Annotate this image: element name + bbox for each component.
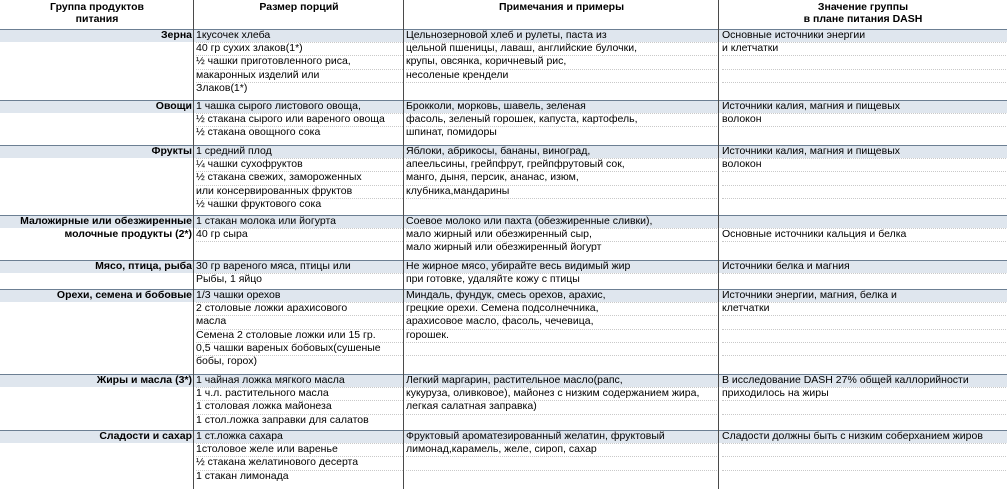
dash-value-line: Основные источники энергии [722, 29, 866, 41]
dash-value-line: Сладости должны быть с низким соберханием жиров [722, 430, 983, 442]
portion-line: ½ стакана овощного сока [196, 126, 321, 139]
note-line: горошек. [406, 328, 449, 341]
portion-line: 1столовое желе или варенье [196, 443, 338, 456]
portion-line: 1 стол.ложка заправки для салатов [196, 413, 369, 426]
food-group-name: Овощи [155, 100, 192, 112]
header-line: Примечания и примеры [498, 1, 625, 13]
portion-line: 40 гр сухих злаков(1*) [196, 42, 303, 55]
portion-line: или консервированных фруктов [196, 184, 353, 197]
cell-gridline [722, 329, 1006, 330]
cell-gridline [722, 198, 1006, 199]
note-line: шпинат, помидоры [406, 126, 497, 139]
cell-gridline [722, 69, 1006, 70]
note-line: арахисовое масло, фасоль, чечевица, [406, 315, 594, 328]
note-line: Брокколи, морковь, шавель, зеленая [406, 100, 586, 112]
portion-line: 1 ст.ложка сахара [196, 430, 283, 442]
dash-value-line: приходилось на жиры [722, 387, 829, 400]
cell-gridline [406, 355, 717, 356]
note-line: легкая салатная заправка) [406, 400, 537, 413]
portion-line: ½ стакана свежих, замороженных [196, 171, 362, 184]
portion-line: масла [196, 315, 227, 328]
food-group-row [0, 215, 1007, 255]
portion-line: 1 чайная ложка мягкого масла [196, 374, 345, 386]
note-line: при готовке, удаляйте кожу с птицы [406, 273, 580, 286]
portion-line: 30 гр вареного мяса, птицы или [196, 260, 351, 272]
cell-gridline [722, 400, 1006, 401]
note-line: лимонад,карамель, желе, сироп, сахар [406, 443, 597, 456]
cell-gridline [406, 456, 717, 457]
portion-line: ½ стакана желатинового десерта [196, 456, 359, 469]
portion-line: 1кусочек хлеба [196, 29, 271, 41]
portion-line: 1 средний плод [196, 145, 272, 157]
note-line: апеельсины, грейпфрут, грейпфрутовый сок, [406, 158, 625, 171]
note-line: Не жирное мясо, убирайте весь видимый жир [406, 260, 631, 272]
cell-gridline [406, 82, 717, 83]
note-line: клубника,мандарины [406, 184, 510, 197]
dash-value-line: Источники энергии, магния, белка и [722, 289, 897, 301]
cell-gridline [722, 126, 1006, 127]
note-line: крупы, овсянка, коричневый рис, [406, 55, 567, 68]
note-line: Легкий маргарин, растительное масло(рапс, [406, 374, 623, 386]
cell-gridline [722, 443, 1006, 444]
cell-gridline [406, 414, 717, 415]
food-group-row [0, 430, 1007, 483]
cell-gridline [722, 241, 1006, 242]
portion-line: Злаков(1*) [196, 81, 248, 94]
cell-gridline [406, 198, 717, 199]
food-group-row [0, 145, 1007, 211]
food-group-row [0, 29, 1007, 95]
dash-value-line: Источники калия, магния и пищевых [722, 145, 901, 157]
note-line: мало жирный или обезжиренный сыр, [406, 228, 592, 241]
cell-gridline [406, 470, 717, 471]
dash-value-line: Основные источники кальция и белка [722, 228, 907, 241]
note-line: мало жирный или обезжиренный йогурт [406, 241, 602, 254]
food-group-row [0, 100, 1007, 140]
header-line: Значение группы [817, 1, 909, 13]
cell-gridline [406, 342, 717, 343]
cell-gridline [722, 342, 1006, 343]
cell-gridline [722, 414, 1006, 415]
cell-gridline [722, 273, 1006, 274]
header-line: в плане питания DASH [803, 13, 923, 25]
portion-line: макаронных изделий или [196, 68, 320, 81]
cell-gridline [722, 456, 1006, 457]
note-line: кукуруза, оливковое), майонез с низким содержанием жира, [406, 387, 700, 400]
header-line: Группа продуктов [50, 1, 144, 13]
portion-line: 1 стакан лимонада [196, 469, 289, 482]
note-line: манго, дыня, персик, ананас, изюм, [406, 171, 579, 184]
dash-value-line: волокон [722, 113, 762, 126]
cell-gridline [722, 470, 1006, 471]
food-group-row [0, 289, 1007, 368]
portion-line: ½ чашки приготовленного риса, [196, 55, 351, 68]
header-portion-size [194, 0, 404, 27]
dash-value-line: клетчатки [722, 302, 770, 315]
portion-line: 1 стакан молока или йогурта [196, 215, 336, 227]
food-group-name: Мясо, птица, рыба [95, 260, 192, 272]
portion-line: 1 столовая ложка майонеза [196, 400, 332, 413]
portion-line: 1/3 чашки орехов [196, 289, 281, 301]
portion-line: 1 чашка сырого листового овоща, [196, 100, 361, 112]
food-group-name: молочные продукты (2*) [64, 228, 192, 241]
food-group-name: Зерна [160, 29, 192, 41]
cell-gridline [722, 171, 1006, 172]
note-line: грецкие орехи. Семена подсолнечника, [406, 302, 599, 315]
note-line: цельной пшеницы, лаваш, английские булочки, [406, 42, 637, 55]
note-line: Цельнозерновой хлеб и рулеты, паста из [406, 29, 607, 41]
food-group-row [0, 374, 1007, 427]
dash-value-line: Источники белка и магния [722, 260, 850, 272]
portion-line: 2 столовые ложки арахисового [196, 302, 348, 315]
dash-value-line: волокон [722, 158, 762, 171]
note-line: Соевое молоко или пахта (обезжиренные сливки), [406, 215, 653, 227]
header-dash-value [719, 0, 1007, 27]
cell-gridline [196, 241, 403, 242]
dash-value-line: В исследование DASH 27% общей каллорийности [722, 374, 969, 386]
portion-line: бобы, горох) [196, 355, 257, 367]
food-group-name: Маложирные или обезжиренные [20, 215, 192, 227]
portion-line: ¼ чашки сухофруктов [196, 158, 303, 171]
note-line: фасоль, зеленый горошек, капуста, картофель, [406, 113, 638, 126]
note-line: Миндаль, фундук, смесь орехов, арахис, [406, 289, 606, 301]
column-divider [403, 0, 404, 489]
header-food-group [0, 0, 194, 27]
note-line: Яблоки, абрикосы, бананы, виноград, [406, 145, 591, 157]
portion-line: 40 гр сыра [196, 228, 248, 241]
cell-gridline [722, 55, 1006, 56]
cell-gridline [722, 315, 1006, 316]
food-group-name: Фрукты [151, 145, 192, 157]
food-group-name: Орехи, семена и бобовые [56, 289, 192, 301]
dash-value-line: Источники калия, магния и пищевых [722, 100, 901, 112]
header-notes-examples [404, 0, 719, 27]
note-line: несоленые крендели [406, 68, 509, 81]
portion-line: 1 ч.л. растительного масла [196, 387, 329, 400]
header-line: Размер порций [259, 1, 339, 13]
portion-line: Семена 2 столовые ложки или 15 гр. [196, 328, 376, 341]
portion-line: ½ чашки фруктового сока [196, 197, 322, 210]
note-line: Фруктовый ароматезированный желатин, фруктовый [406, 430, 665, 442]
column-divider [193, 0, 194, 489]
column-divider [718, 0, 719, 489]
cell-gridline [722, 355, 1006, 356]
portion-line: Рыбы, 1 яйцо [196, 273, 262, 286]
food-group-row [0, 260, 1007, 286]
food-group-name: Сладости и сахар [99, 430, 192, 442]
dash-value-line: и клетчатки [722, 42, 779, 55]
header-line: питания [75, 13, 119, 25]
portion-line: ½ стакана сырого или вареного овоща [196, 113, 385, 126]
cell-gridline [722, 82, 1006, 83]
portion-line: 0,5 чашки вареных бобовых(сушеные [196, 341, 381, 354]
food-group-name: Жиры и масла (3*) [96, 374, 192, 386]
cell-gridline [722, 185, 1006, 186]
